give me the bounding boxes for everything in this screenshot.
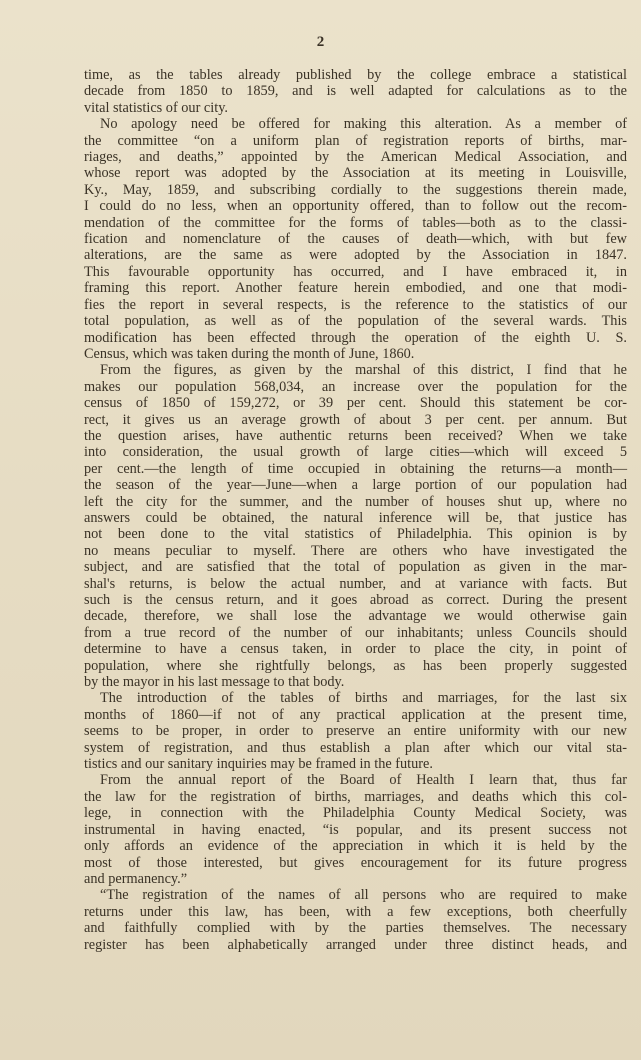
- text-line: fies the report in several respects, is the reference to the statistics of our: [84, 296, 627, 313]
- text-line: from a true record of the number of our inhabitants; unless Councils should: [84, 624, 627, 641]
- text-line: population, where she rightfully belongs, as has been properly suggested: [84, 657, 627, 674]
- text-line: Census, which was taken during the month of June, 1860.: [84, 345, 415, 362]
- paragraph: [84, 362, 627, 690]
- text-line: and permanency.”: [84, 870, 188, 887]
- paragraph: [84, 887, 627, 953]
- text-line: no means peculiar to myself. There are others who have investigated the: [84, 542, 627, 559]
- text-line: such is the census return, and it goes abroad as correct. During the present: [84, 592, 627, 608]
- paragraph: [84, 116, 627, 362]
- text-line: alterations, are the same as were adopted by the Association in 1847.: [84, 247, 627, 264]
- text-line: returns under this law, has been, with a few exceptions, both cheerfully: [84, 903, 627, 920]
- text-line: most of those interested, but gives encouragement for its future progress: [84, 854, 627, 871]
- text-line: instrumental in having enacted, “is popular, and its present success not: [84, 821, 627, 838]
- text-line: left the city for the summer, and the number of houses shut up, where no: [84, 493, 627, 510]
- text-line: seems to be proper, in order to preserve an entire uniformity with our new: [84, 723, 627, 740]
- text-line: months of 1860—if not of any practical application at the present time,: [84, 706, 627, 723]
- text-line: The introduction of the tables of births and marriages, for the last six: [100, 690, 627, 707]
- text-line: determine to have a census taken, in order to place the city, in point of: [84, 641, 627, 658]
- text-line: whose report was adopted by the Association at its meeting in Louisville,: [84, 165, 627, 182]
- text-line: time, as the tables already published by the college embrace a statistical: [84, 67, 627, 83]
- text-line: “The registration of the names of all persons who are required to make: [100, 887, 627, 904]
- text-line: by the mayor in his last message to that body.: [84, 674, 345, 691]
- text-line: fication and nomenclature of the causes of death—which, with but few: [84, 231, 627, 248]
- text-line: From the figures, as given by the marshal of this district, I find that he: [100, 362, 627, 379]
- text-line: answers could be obtained, the natural inference will be, that justice has: [84, 509, 627, 526]
- text-line: framing this report. Another feature herein embodied, and one that modi-: [84, 280, 627, 297]
- text-line: the committee “on a uniform plan of registration reports of births, mar-: [84, 132, 627, 149]
- paragraph: [84, 67, 627, 116]
- text-line: shal's returns, is below the actual number, and at variance with facts. But: [84, 575, 627, 592]
- page-number: 2: [316, 34, 325, 50]
- text-line: subject, and are satisfied that the total of population as given in the mar-: [84, 559, 627, 576]
- paragraph: [84, 772, 627, 887]
- text-line: makes our population 568,034, an increase over the population for the: [84, 378, 627, 395]
- text-line: Ky., May, 1859, and subscribing cordially to the suggestions therein made,: [84, 181, 627, 198]
- text-line: rect, it gives us an average growth of about 3 per cent. per annum. But: [84, 411, 627, 428]
- text-line: lege, in connection with the Philadelphia County Medical Society, was: [84, 805, 627, 822]
- text-line: From the annual report of the Board of Health I learn that, thus far: [100, 772, 627, 789]
- text-line: I could do no less, when an opportunity offered, than to follow out the recom-: [84, 198, 627, 215]
- text-line: mendation of the committee for the forms of tables—both as to the classi-: [84, 214, 627, 231]
- text-line: This favourable opportunity has occurred, and I have embraced it, in: [84, 263, 627, 280]
- paragraph: [84, 690, 627, 772]
- text-line: decade from 1850 to 1859, and is well adapted for calculations as to the: [84, 83, 627, 100]
- text-line: into consideration, the usual growth of large cities—which will exceed 5: [84, 444, 627, 461]
- text-line: the question arises, have authentic returns been received? When we take: [84, 427, 627, 444]
- text-line: system of registration, and thus establish a plan after which our vital sta-: [84, 739, 627, 756]
- text-line: only affords an evidence of the appreciation in which it is held by the: [84, 838, 627, 855]
- text-line: and faithfully complied with by the parties themselves. The necessary: [84, 920, 627, 937]
- text-line: total population, as well as of the population of the several wards. This: [84, 313, 627, 330]
- text-line: not been done to the vital statistics of Philadelphia. This opinion is by: [84, 526, 627, 543]
- text-line: riages, and deaths,” appointed by the American Medical Association, and: [84, 149, 627, 166]
- text-line: modification has been effected through the operation of the eighth U. S.: [84, 329, 627, 346]
- text-line: No apology need be offered for making this alteration. As a member of: [100, 116, 627, 133]
- text-line: the season of the year—June—when a large portion of our population had: [84, 477, 627, 494]
- text-line: vital statistics of our city.: [84, 99, 229, 116]
- text-line: the law for the registration of births, marriages, and deaths which this col-: [84, 788, 627, 805]
- text-line: decade, therefore, we shall lose the advantage we would otherwise gain: [84, 608, 627, 625]
- text-line: register has been alphabetically arranged under three distinct heads, and: [84, 936, 627, 953]
- text-line: per cent.—the length of time occupied in obtaining the returns—a month—: [84, 460, 627, 477]
- text-line: tistics and our sanitary inquiries may be framed in the future.: [84, 756, 433, 773]
- body-text: [84, 67, 627, 953]
- text-line: census of 1850 of 159,272, or 39 per cent. Should this statement be cor-: [84, 395, 627, 412]
